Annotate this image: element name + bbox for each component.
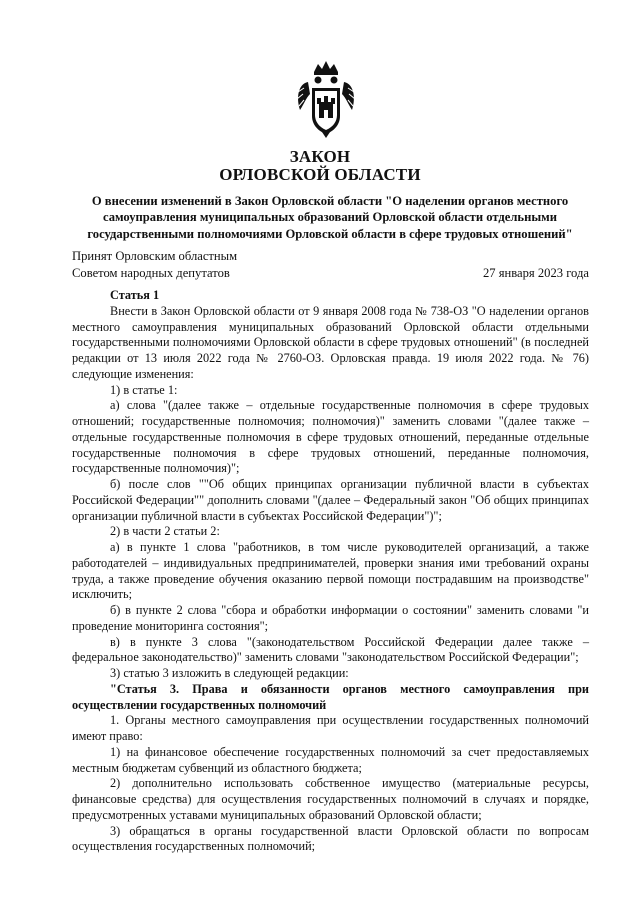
adoption-line-2: Советом народных депутатов — [72, 265, 230, 280]
paragraph: в) в пункте 3 слова "(законодательством Российской Федерации далее также – федеральное законодательство)" заменить словами "законодательством Российской Федерации"; — [72, 634, 589, 665]
region-title: ОРЛОВСКОЙ ОБЛАСТИ — [219, 165, 421, 184]
law-subject: О внесении изменений в Закон Орловской области "О наделении органов местного самоуправления муниципальных образований Орловской области отдельными государственными полномочиями Орловской области в сфере трудовых отношений" — [87, 194, 573, 241]
paragraph: 2) в части 2 статьи 2: — [110, 524, 220, 539]
adoption-line-1: Принят Орловским областным — [72, 249, 238, 263]
paragraph: 1) на финансовое обеспечение государственных полномочий за счет предоставляемых местным бюджетам субвенций из областного бюджета; — [72, 744, 589, 775]
paragraph: б) в пункте 2 слова "сбора и обработки информации о состоянии" заменить словами "и проведение мониторинга состояния"; — [72, 603, 589, 633]
quoted-article-heading: "Статья 3. Права и обязанности органов местного самоуправления при осуществлении государственных полномочий — [72, 681, 589, 712]
paragraph: 1) в статье 1: — [110, 382, 178, 397]
article-heading: Статья 1 — [110, 288, 160, 302]
paragraph: 3) статью 3 изложить в следующей редакции: — [110, 666, 349, 680]
paragraph: а) в пункте 1 слова "работников, в том числе руководителей организаций, а также работодателей – индивидуальных предпринимателей, проверки знания ими требований охраны труда, а также проведение обучения оказанию первой помощи пострадавшим на производстве" исключить; — [72, 540, 589, 602]
article-body — [72, 288, 589, 855]
paragraph: 1. Органы местного самоуправления при осуществлении государственных полномочий имеют право: — [72, 713, 589, 743]
law-title: ЗАКОН — [289, 147, 351, 166]
paragraph: а) слова "(далее также – отдельные государственные полномочия в сфере трудовых отношений; государственные полномочия; полномочия)" заменить словами "(далее также – отдельные государственные полномочия в сфере трудовых отношений, переданные отдельные государственные полномочия в сфере трудовых отношений, переданные полномочия, государственные полномочия)"; — [72, 398, 589, 476]
adoption-note — [72, 248, 237, 281]
paragraph: Внести в Закон Орловской области от 9 января 2008 года № 738-ОЗ "О наделении органов местного самоуправления муниципальных образований Орловской области отдельными государственными полномочиями Орловской области в сфере трудовых отношений" (в последней редакции от 13 июля 2022 года № 2760-ОЗ. Орловская правда. 19 июля 2022 года. № 76) следующие изменения: — [72, 303, 589, 381]
adoption-date: 27 января 2023 года — [482, 266, 589, 280]
paragraph: 2) дополнительно использовать собственное имущество (материальные ресурсы, финансовые средства) для осуществления государственных полномочий в случаях и порядке, предусмотренных уставами муниципальных образований Орловской области; — [72, 776, 589, 822]
paragraph: 3) обращаться в органы государственной власти Орловской области по вопросам осуществления государственных полномочий; — [72, 823, 589, 854]
paragraph: б) после слов ""Об общих принципах организации публичной власти в субъектах Российской Федерации"" дополнить словами "(далее – Федеральный закон "Об общих принципах организации публичной власти в субъектах Российской Федерации")"; — [72, 477, 589, 523]
coat-of-arms-emblem — [294, 58, 358, 138]
